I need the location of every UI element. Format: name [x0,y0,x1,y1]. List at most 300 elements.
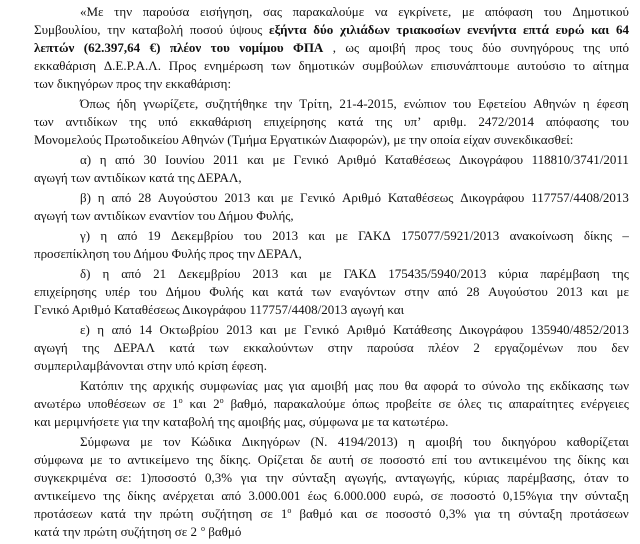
word: την [265,470,284,485]
text-line [80,377,629,395]
word: 2013 [226,322,253,337]
word: δε [310,452,322,467]
word: ύψους [229,22,263,37]
word: 6.000.000 [334,488,387,503]
word: 64 [615,22,629,37]
word: αγωγή [34,340,68,355]
word: συζητήθηκε [205,96,268,111]
word: και [290,266,308,281]
word: Κατάθεσης [393,322,452,337]
word: 175077/5921/2013 [401,228,500,243]
word: (Ν. [310,434,328,449]
text-run: κατά την πρώτη συζήτηση σε 2 [34,524,197,539]
word: εγκρίνετε, [398,4,452,19]
word: αντικείμενο [127,452,190,467]
word: 2013 [224,190,251,205]
word: εκδίκασης [549,378,604,393]
word: Δημοτικού [572,4,629,19]
word: ποσού [189,22,223,37]
word: του [243,228,262,243]
text-line [34,413,629,431]
text-run: και μεριμνήσετε για την καταβολή της αμοιβής μας, σύμφωνα με τα κατωτέρω. [34,414,449,429]
word: της [129,378,147,393]
word: αμοιβή [310,378,349,393]
word: του [453,96,472,111]
word: ΦΠΑ [293,40,324,55]
word: εκκαλούντων [243,340,314,355]
word: Αθηνών [533,96,576,111]
word: Δ.Ε.Ρ.Α.Λ. [103,58,161,73]
word: της [102,488,121,503]
word: κατά [169,340,195,355]
word: που [379,378,399,393]
word: 4194/2013) [337,434,398,449]
word: για [474,506,491,521]
word: αριθμ. [433,114,467,129]
text-line [34,207,629,225]
text-run: Μονομελούς Πρωτοδικείου Αθηνών (Τμήμα Εργατικών Διαφορών), με την οποία είχαν συνεκδικασθεί: [34,132,574,147]
word: Αυγούστου [157,190,218,205]
word: και [257,190,274,205]
word: 3.000.001 [248,488,301,503]
word: της [195,452,213,467]
word: από [121,266,142,281]
word: δημοτικών [298,58,355,73]
word: , [332,40,336,55]
word: του [138,284,157,299]
word: απαραίτητες [508,396,574,411]
word: να [374,4,388,19]
word: (62.397,64 [83,40,141,55]
word: ήδη [116,96,137,111]
word: ευρώ [555,22,585,37]
word: γ) [80,228,91,243]
text-line [34,283,629,301]
word: των [609,378,629,393]
text-run: συμπεριλαμβάνονται στην υπό κρίση έφεση. [34,358,267,373]
word: κατά [277,284,303,299]
word: 118810/3741/2011 [531,152,629,167]
word: Προς [168,58,197,73]
word: Καταθέσεως [387,190,454,205]
word: υποθέσεων [87,396,146,411]
word: παρέμβασης, [507,470,576,485]
word: του [453,452,472,467]
word: προς [415,40,440,55]
word: έως [307,488,327,503]
word: της [375,114,393,129]
word: βαθμό [299,506,333,521]
word: Αριθμό [341,190,382,205]
word: Αριθμό [337,152,377,167]
text-line [34,169,629,187]
word: η [102,266,110,281]
text-line [34,113,629,131]
word: εναγόντων [339,284,396,299]
word: 2013 [556,284,583,299]
word: α) [80,152,92,167]
word: αντικειμένου [478,452,547,467]
word: Ορίζεται [257,452,304,467]
word: σύνολο [481,378,521,393]
word: την [133,506,152,521]
word: 19 [147,228,161,243]
word: σε: [115,470,132,485]
text-line [80,3,629,21]
word: 175435/5940/2013 [388,266,487,281]
text-line [34,21,629,39]
word: όλες [457,396,482,411]
word: από [115,152,135,167]
word: την [107,22,126,37]
word: 135940/4852/2013 [530,322,629,337]
word: λεπτών [34,40,75,55]
word: €) [149,40,161,55]
word: Οκτωβρίου [159,322,219,337]
text-run: Γενικό Αριθμό Καταθέσεως Δικογράφου 117757/4408/2013 αγωγή και [34,302,405,317]
word: με [272,152,285,167]
word: 1)ποσοστό [140,470,197,485]
word: αγωγής, [344,470,387,485]
word: βαθμό, [230,396,267,411]
word: 117757/4408/2013 [531,190,629,205]
word: συζήτηση [201,506,253,521]
word: απόφασης [545,114,599,129]
word: αρχικής [152,378,194,393]
word: ΓΑΚΔ [358,228,391,243]
word: του [210,40,230,55]
word: επιχείρησης [263,114,327,129]
word: δίκης [577,452,606,467]
word: και [612,452,629,467]
word: τον [162,434,181,449]
word: και [247,152,264,167]
text-line [80,151,629,169]
word: πλέον [169,40,202,55]
word: ενημέρωση [203,58,264,73]
word: δικηγόρου [501,434,557,449]
word: Δεκεμβρίου [170,228,234,243]
text-line [80,95,629,113]
word: εισήγηση, [199,4,253,19]
word: 2011 [213,152,239,167]
text-run: βαθμό [204,524,242,539]
word: για [288,378,305,393]
word: αφορά [423,378,458,393]
word: δίκης [583,228,613,243]
word: τους [449,40,473,55]
word: και [259,322,277,337]
word: του [543,4,562,19]
word: με [280,190,294,205]
word: εκκαθάριση [34,58,97,73]
word: από [437,284,458,299]
word: για [240,470,257,485]
word: Αριθμό [346,322,386,337]
word: σε [438,396,451,411]
word: με [140,434,153,449]
word: του [610,114,629,129]
word: ποσοστό [379,452,425,467]
word: 28 [466,284,480,299]
word: παρέμβαση [540,266,600,281]
word: την [274,96,293,111]
text-line [34,469,629,487]
word: σύνταξη [518,506,563,521]
word: Τρίτη, [299,96,333,111]
word: σε [360,452,373,467]
word: αυτούσιο [517,58,566,73]
word: της [582,40,601,55]
word: και [308,228,326,243]
word: η [97,190,105,205]
word: με [89,452,103,467]
word: Ιουνίου [165,152,205,167]
word: κατά [100,506,126,521]
word: επί [431,452,448,467]
word: σας [263,4,282,19]
word: το [573,58,586,73]
text-line [34,523,629,541]
superscript: ο [178,396,183,405]
word: αυτή [328,452,354,467]
text-line [80,227,629,245]
word: ανέρχεται [162,488,215,503]
word: εκκαθάριση [189,114,252,129]
word: Δικογράφου [459,322,524,337]
word: β) [80,190,91,205]
word: 21-4-2015, [339,96,397,111]
word: θα [404,378,418,393]
text-line [80,189,629,207]
word: μας [263,378,283,393]
text-line [34,505,629,523]
text-run: των δικηγόρων προς την εκκαθάριση: [34,76,232,91]
word: τριακοσίων [396,22,461,37]
word: 0,3% [439,506,467,521]
word: υπό [609,40,629,55]
word: ανωτέρω [34,396,81,411]
word: κύριας [463,470,499,485]
word: και [591,22,610,37]
word: δύο [482,40,502,55]
word: πρώτη [159,506,194,521]
word: 2 [473,340,480,355]
word: των [209,340,229,355]
word: γνωρίζετε, [143,96,199,111]
word: υπέρ [105,284,131,299]
word: προτάσεων [34,506,93,521]
word: συμβούλων [362,58,423,73]
word: $1^o$ [280,506,292,521]
word: η [408,434,415,449]
word: με [616,284,629,299]
word: ενενήντα [467,22,517,37]
word: σύμφωνα [34,452,84,467]
word: Δικηγόρων [241,434,301,449]
word: της [82,340,100,355]
word: ποσοστό [385,506,432,521]
text-line [34,75,629,93]
word: αίτημα [592,58,629,73]
word: 0,15%για [502,488,553,503]
word: κατά [337,114,364,129]
word: δύο [313,22,334,37]
word: μας [354,378,374,393]
text-line [80,321,629,339]
text-run: αγωγή των αντιδίκων εναντίον του Δήμου Φυλής, [34,208,294,223]
word: ενώπιον [403,96,447,111]
word: δεν [611,340,629,355]
word: $1^o$ [172,396,183,411]
word: συμφωνίας [199,378,258,393]
word: 14 [138,322,152,337]
word: Φυλής [209,284,244,299]
word: υπ’ [404,114,422,129]
word: σύνταξη [292,470,336,485]
word: 2013 [252,266,279,281]
word: και [189,396,207,411]
word: ανακοίνωση [509,228,574,243]
text-line [80,265,629,283]
word: ως [345,40,360,55]
word: όπως [352,396,379,411]
word: $2^o$ [213,396,224,411]
word: προτάσεων [570,506,629,521]
word: τις [488,396,502,411]
text-line [80,433,629,451]
word: σε [260,506,273,521]
word: του [472,434,492,449]
word: παρακαλούμε [273,396,346,411]
word: χιλιάδων [339,22,390,37]
word: Κώδικα [190,434,232,449]
word: σε [365,506,378,521]
word: δ) [80,266,91,281]
word: της [553,452,571,467]
word: Όπως [80,96,110,111]
text-line [34,357,629,375]
text-line [34,451,629,469]
text-line [34,39,629,57]
word: την [114,4,133,19]
word: το [108,452,121,467]
word: 28 [138,190,152,205]
word: Δήμου [165,284,201,299]
text-line [34,57,629,75]
word: σε [430,488,444,503]
word: στην [404,284,430,299]
word: όταν [584,470,609,485]
word: η [100,228,108,243]
word: Εφετείου [478,96,527,111]
word: των [34,114,54,129]
word: πλέον [428,340,459,355]
word: δίκης. [219,452,252,467]
word: παρούσα [367,340,414,355]
word: η [582,96,590,111]
word: προβείτε [385,396,432,411]
word: με [284,322,297,337]
word: Σύμφωνα [80,434,130,449]
word: δίκης [127,488,156,503]
word: 0,3% [205,470,233,485]
word: αμοιβή [425,434,463,449]
word: ενέργειες [580,396,629,411]
word: κύρια [498,266,529,281]
word: Αυγούστου [488,284,548,299]
word: εξήντα [269,22,307,37]
word: «Με [80,4,104,19]
text-line [34,131,629,149]
word: έφεση [596,96,629,111]
word: της [129,114,147,129]
word: αντιδίκων [65,114,118,129]
word: που [577,340,597,355]
word: τη [498,506,511,521]
word: 21 [153,266,167,281]
text-line [34,487,629,505]
word: από [111,190,132,205]
superscript: ο [219,396,224,405]
word: 2013 [272,228,299,243]
word: από [111,322,132,337]
word: αμοιβή [368,40,406,55]
word: την [559,488,578,503]
word: της [526,378,544,393]
word: υπό [158,114,178,129]
text-run: προσεπίκληση του Δήμου Φυλής προς την ΔΕΡΑΛ, [34,246,302,261]
word: από [117,228,138,243]
text-line [34,245,629,263]
word: παρούσα [142,4,190,19]
word: ποσοστό [450,488,496,503]
word: Συμβουλίου, [34,22,101,37]
word: με [335,228,348,243]
word: ευρώ, [393,488,424,503]
word: Γενικό [300,190,336,205]
word: και [591,284,608,299]
word: και [340,506,358,521]
word: το [617,470,629,485]
word: καταβολή [131,22,184,37]
word: της [611,266,629,281]
word: Κατόπιν [80,378,124,393]
word: αντικείμενο [34,488,96,503]
word: στην [327,340,353,355]
word: σύνταξη [584,488,629,503]
word: Δεκεμβρίου [178,266,241,281]
word: με [461,4,475,19]
word: η [99,152,107,167]
word: ΓΑΚΔ [343,266,377,281]
word: παρακαλούμε [292,4,365,19]
word: συγκεκριμένα [34,470,107,485]
word: Δικογράφου [460,190,525,205]
word: 2472/2014 [478,114,534,129]
word: Γενικό [303,322,340,337]
text-run: αγωγή των αντιδίκων κατά της ΔΕΡΑΛ, [34,170,242,185]
word: ανταγωγής, [395,470,456,485]
word: απόφαση [484,4,533,19]
text-line [34,395,629,413]
word: η [97,322,105,337]
word: Καταθέσεως [384,152,451,167]
word: ΔΕΡΑΛ [113,340,155,355]
word: με [319,266,332,281]
word: των [271,58,291,73]
word: το [463,378,476,393]
